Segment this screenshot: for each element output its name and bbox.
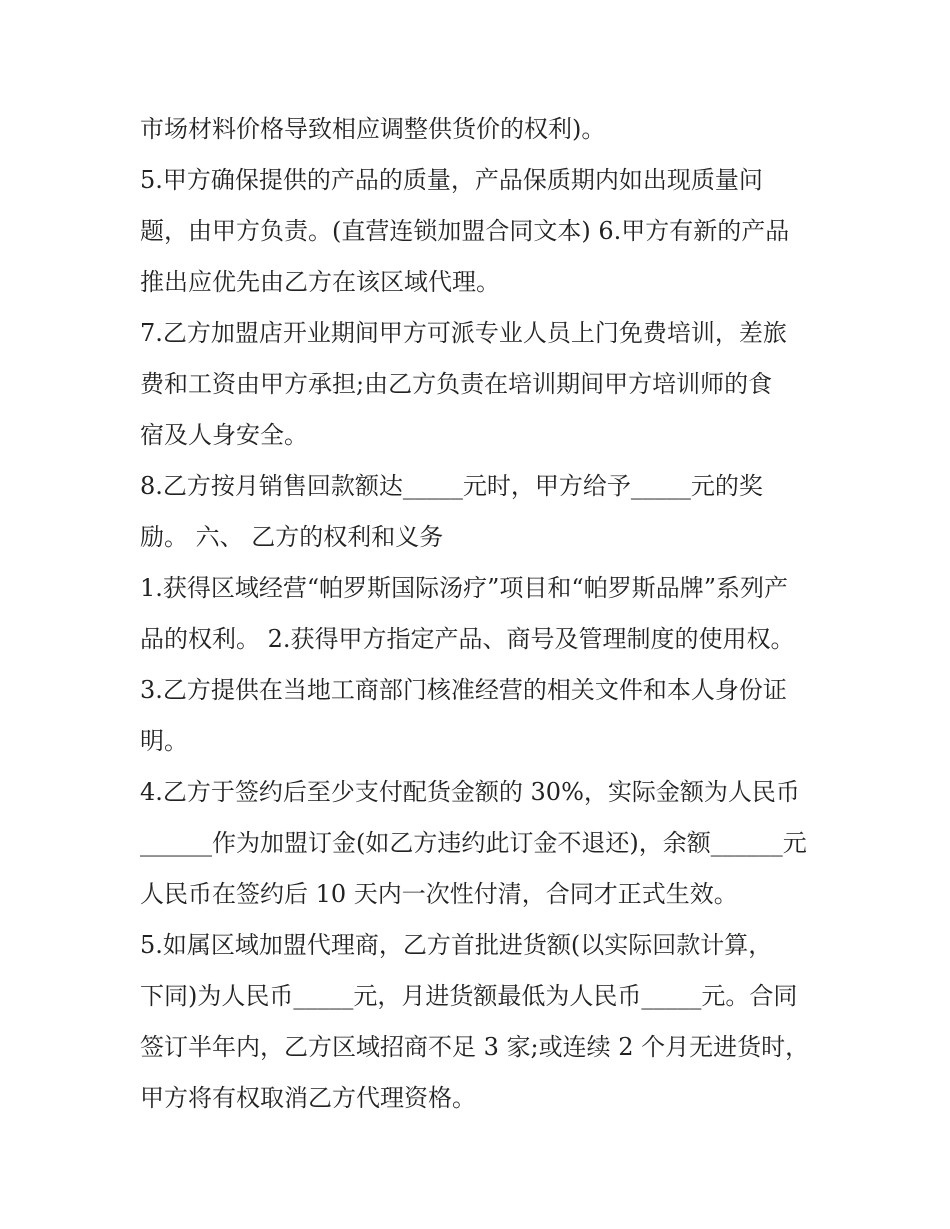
- text-line: ______作为加盟订金(如乙方违约此订金不退还)，余额______元: [140, 829, 807, 857]
- contract-text-body: [140, 104, 840, 1124]
- text-line: 甲方将有权取消乙方代理资格。: [140, 1084, 476, 1112]
- text-line: 明。: [140, 727, 188, 755]
- text-line: 签订半年内，乙方区域招商不足 3 家;或连续 2 个月无进货时，: [140, 1033, 810, 1061]
- text-line: 5.如属区域加盟代理商，乙方首批进货额(以实际回款计算，: [140, 931, 773, 959]
- text-line: 1.获得区域经营“帕罗斯国际汤疗”项目和“帕罗斯品牌”系列产: [140, 574, 788, 602]
- text-line: 下同)为人民币_____元，月进货额最低为人民币_____元。合同: [140, 982, 798, 1010]
- text-line: 推出应优先由乙方在该区域代理。: [140, 268, 500, 296]
- text-line: 4.乙方于签约后至少支付配货金额的 30%，实际金额为人民币: [140, 778, 800, 806]
- text-line: 题，由甲方负责。(直营连锁加盟合同文本) 6.甲方有新的产品: [140, 217, 790, 245]
- text-line: 市场材料价格导致相应调整供货价的权利)。: [140, 115, 606, 143]
- text-line: 5.甲方确保提供的产品的质量，产品保质期内如出现质量问: [140, 166, 763, 194]
- text-line: 人民币在签约后 10 天内一次性付清，合同才正式生效。: [140, 880, 738, 908]
- text-line: 8.乙方按月销售回款额达_____元时，甲方给予_____元的奖: [140, 472, 763, 500]
- text-line: 费和工资由甲方承担;由乙方负责在培训期间甲方培训师的食: [140, 370, 773, 398]
- text-line: 3.乙方提供在当地工商部门核准经营的相关文件和本人身份证: [140, 676, 787, 704]
- section-heading-line: 励。 六、 乙方的权利和义务: [140, 523, 444, 551]
- text-line: 宿及人身安全。: [140, 421, 308, 449]
- text-line: 7.乙方加盟店开业期间甲方可派专业人员上门免费培训，差旅: [140, 319, 787, 347]
- text-line: 品的权利。 2.获得甲方指定产品、商号及管理制度的使用权。: [140, 625, 795, 653]
